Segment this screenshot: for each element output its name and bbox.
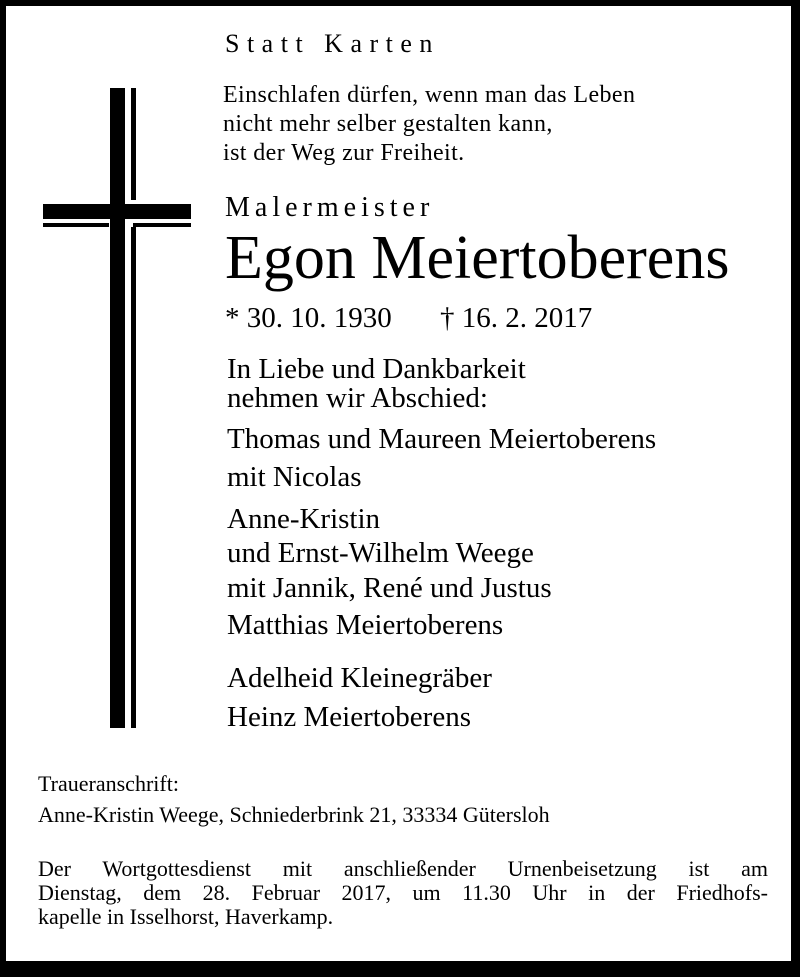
farewell-intro-line: In Liebe und Dankbarkeit	[227, 353, 526, 385]
deceased-profession: Malermeister	[225, 192, 435, 223]
mourner-line: Matthias Meiertoberens	[227, 609, 504, 641]
service-announcement	[38, 857, 768, 929]
cross-horizontal-shadow-left	[43, 223, 109, 227]
birth-date: * 30. 10. 1930	[225, 302, 392, 334]
mourner-line: Heinz Meiertoberens	[227, 701, 471, 733]
cross-vertical-shadow-bottom	[131, 227, 136, 728]
mourner-line: mit Jannik, René und Justus	[227, 572, 552, 604]
deceased-name: Egon Meiertoberens	[225, 224, 730, 292]
life-dates	[225, 302, 593, 334]
cross-vertical-bar	[110, 88, 125, 728]
mourner-line: und Ernst-Wilhelm Weege	[227, 537, 534, 569]
quote-line: Einschlafen dürfen, wenn man das Leben	[223, 82, 636, 108]
service-line: Dienstag, dem 28. Februar 2017, um 11.30 Uhr in der Friedhofs-	[38, 880, 768, 905]
death-date: † 16. 2. 2017	[440, 302, 593, 334]
mourning-address-label: Traueranschrift:	[38, 771, 179, 796]
service-line: kapelle in Isselhorst, Haverkamp.	[38, 904, 334, 929]
cross-horizontal-shadow-right	[133, 223, 191, 227]
mourner-line: mit Nicolas	[227, 461, 362, 493]
mourner-line: Anne-Kristin	[227, 503, 381, 535]
mourner-line: Adelheid Kleinegräber	[227, 662, 492, 694]
quote-line: nicht mehr selber gestalten kann,	[223, 111, 553, 137]
mourning-address	[38, 768, 768, 830]
mourning-address-value: Anne-Kristin Weege, Schniederbrink 21, 33334 Gütersloh	[38, 802, 550, 827]
pre-title: Statt Karten	[225, 29, 440, 58]
farewell-intro-line: nehmen wir Abschied:	[227, 382, 488, 414]
cross-vertical-shadow-top	[131, 88, 136, 200]
memorial-quote	[223, 81, 635, 168]
service-line: Der Wortgottesdienst mit anschließender Urnenbeisetzung ist am	[38, 856, 768, 881]
cross-horizontal-bar	[43, 204, 191, 219]
quote-line: ist der Weg zur Freiheit.	[223, 140, 465, 166]
mourner-line: Thomas und Maureen Meiertoberens	[227, 423, 657, 455]
